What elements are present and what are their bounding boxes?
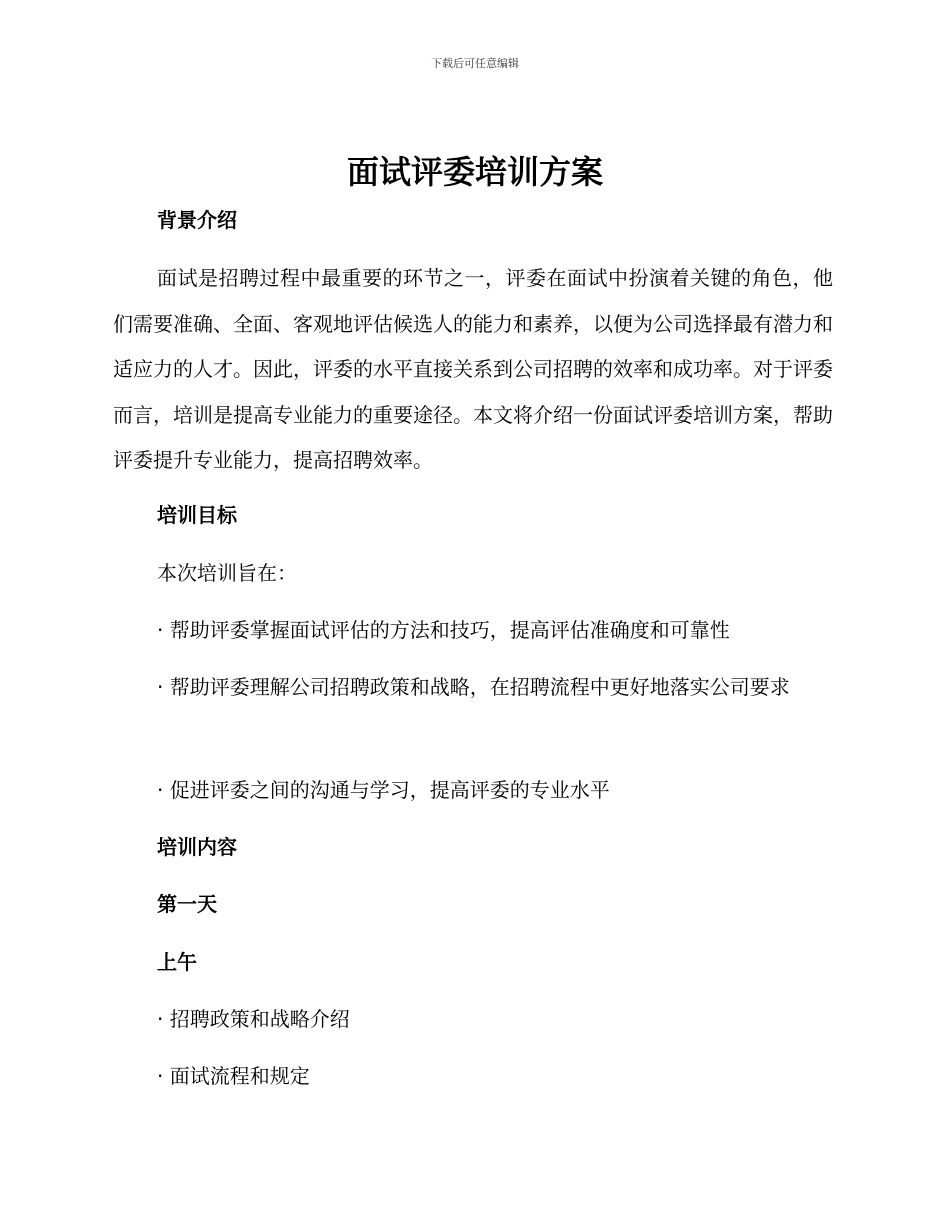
header-note: 下载后可任意编辑: [431, 57, 519, 70]
goal-item: · 促进评委之间的沟通与学习，提高评委的专业水平: [157, 778, 610, 802]
page-title: 面试评委培训方案: [346, 153, 603, 191]
goal-item: · 帮助评委理解公司招聘政策和战略，在招聘流程中更好地落实公司要求: [157, 675, 790, 699]
morning-item: · 招聘政策和战略介绍: [157, 1007, 350, 1031]
background-paragraph: 面试是招聘过程中最重要的环节之一，评委在面试中扮演着关键的角色，他们需要准确、全面、客观地评估候选人的能力和素养，以便为公司选择最有潜力和适应力的人才。因此，评委的水平直接关系到公司招聘的效率和成功率。对于评委而言，培训是提高专业能力的重要途径。本文将介绍一份面试评委培训方案，帮助评委提升专业能力，提高招聘效率。: [113, 266, 833, 472]
goal-item: · 帮助评委掌握面试评估的方法和技巧，提高评估准确度和可靠性: [157, 618, 730, 642]
section-heading-content: 培训内容: [157, 835, 237, 859]
section-heading-background: 背景介绍: [157, 208, 237, 232]
section-heading-goal: 培训目标: [157, 503, 237, 527]
subheading-day1: 第一天: [157, 892, 217, 916]
morning-item: · 面试流程和规定: [157, 1064, 310, 1088]
subheading-morning: 上午: [157, 950, 197, 974]
goal-intro: 本次培训旨在：: [157, 561, 297, 585]
